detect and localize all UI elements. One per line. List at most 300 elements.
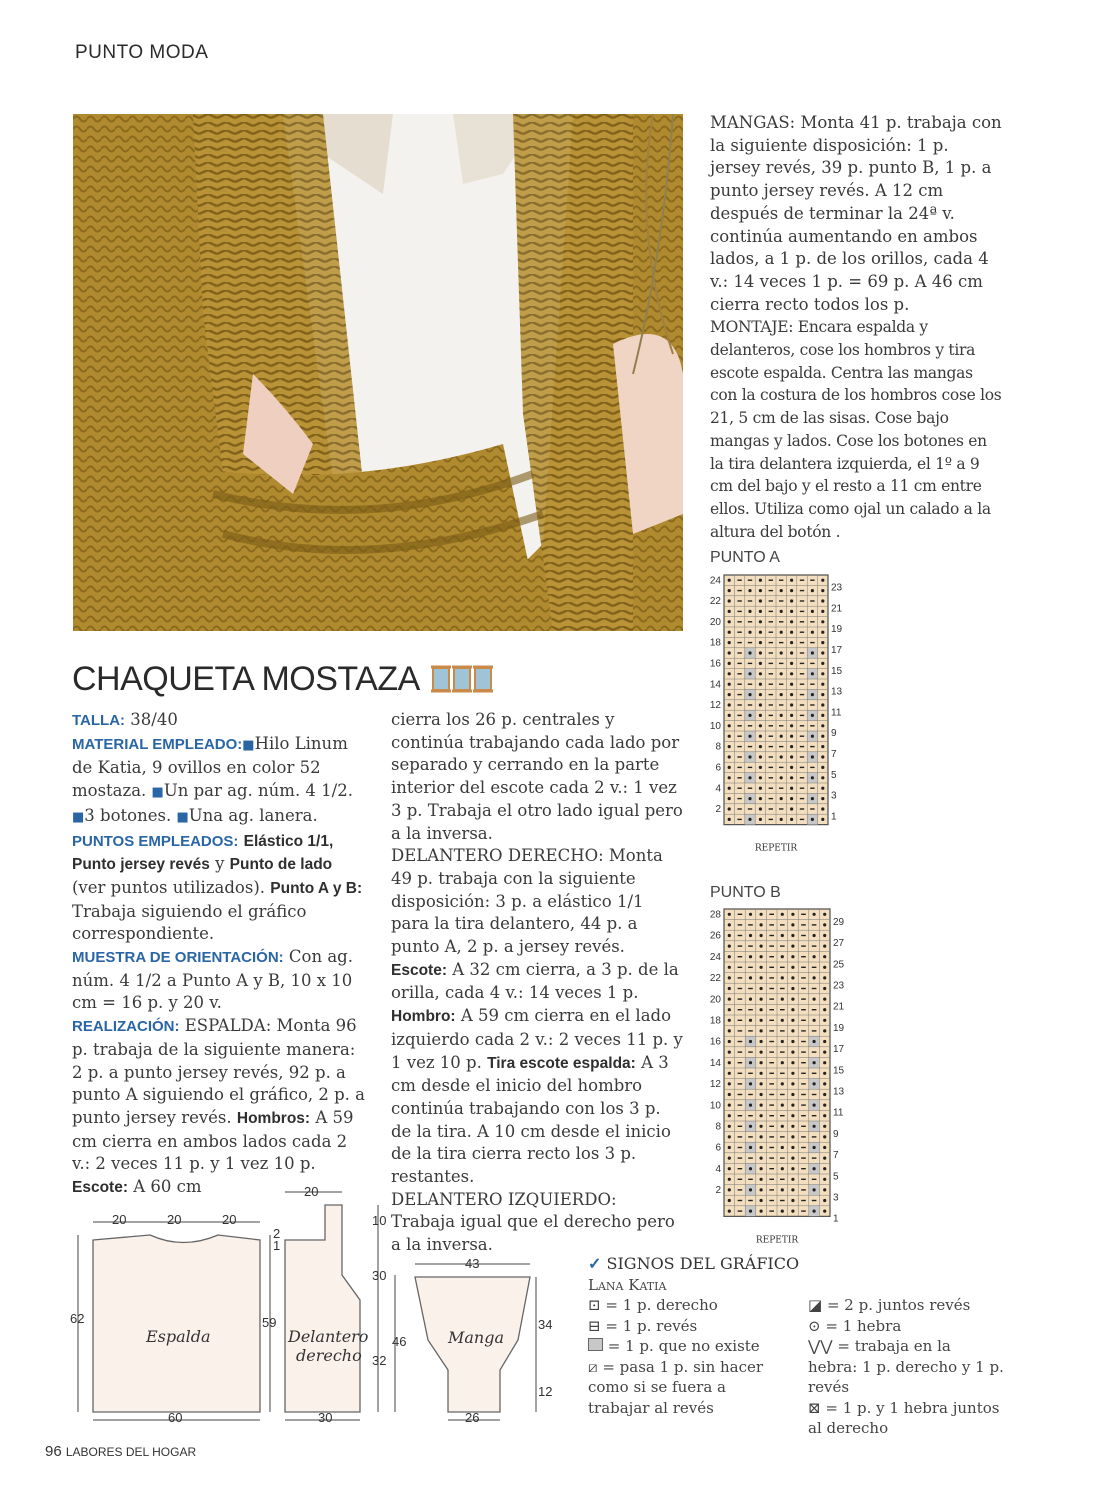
- chart-cell: [728, 1178, 731, 1181]
- chart-cell: [821, 693, 824, 696]
- chart-cell: [728, 1188, 731, 1191]
- chart-cell: [791, 1210, 794, 1213]
- chart-cell: [791, 1072, 794, 1075]
- row-number-right: 21: [833, 1001, 845, 1013]
- chart-cell: [759, 818, 762, 821]
- chart-cell: [745, 1206, 756, 1217]
- chart-cell: [823, 1040, 826, 1043]
- chart-cell: [728, 945, 731, 948]
- magazine-name: LABORES DEL HOGAR: [65, 1445, 197, 1459]
- chart-cell: [780, 755, 783, 758]
- chart-cell: [728, 714, 731, 717]
- row-number-left: 20: [709, 994, 721, 1006]
- chart-cell: [728, 1061, 731, 1064]
- chart-cell: [781, 976, 784, 979]
- chart-cell: [791, 913, 794, 916]
- chart-cell: [760, 1029, 763, 1032]
- chart-cell: [728, 1146, 731, 1149]
- row-number-left: 28: [709, 909, 721, 921]
- chart-cell: [821, 776, 824, 779]
- chart-cell: [760, 1210, 763, 1213]
- row-number-right: 11: [831, 707, 842, 719]
- chart-cell: [728, 797, 731, 800]
- chart-cell: [791, 1188, 794, 1191]
- row-number-left: 2: [715, 804, 721, 816]
- chart-cell: [780, 693, 783, 696]
- chart-cell: [745, 1163, 756, 1174]
- chart-cell: [780, 672, 783, 675]
- legend-right: [808, 1295, 1004, 1439]
- chart-cell: [780, 797, 783, 800]
- chart-cell: [728, 818, 731, 821]
- row-number-left: 18: [709, 637, 721, 649]
- chart-cell: [745, 710, 755, 720]
- dim-12: 12: [538, 1384, 553, 1399]
- chart-cell: [728, 631, 731, 634]
- chart-cell: [823, 934, 826, 937]
- chart-cell: [823, 987, 826, 990]
- dim-60: 60: [168, 1410, 183, 1425]
- chart-cell: [728, 766, 731, 769]
- chart-cell: [790, 714, 793, 717]
- dim-46: 46: [392, 1334, 407, 1349]
- chart-cell: [790, 745, 793, 748]
- repeat-label: REPETIR: [754, 843, 798, 854]
- chart-cell: [759, 641, 762, 644]
- chart-b: [700, 904, 990, 1254]
- chart-cell: [790, 631, 793, 634]
- chart-cell: [821, 579, 824, 582]
- dim-10: 10: [372, 1213, 387, 1228]
- chart-cell: [760, 1135, 763, 1138]
- chart-cell: [821, 662, 824, 665]
- chart-cell: [760, 966, 763, 969]
- left-column: TALLA: 38/40 MATERIAL EMPLEADO:■Hilo Linum de Katia, 9 ovillos en color 52 mostaza. ■Un par ag. núm. 4 1/2. ■3 botones. ■Una ag. lanera. PUNTOS EMPLEADOS: Elástico 1/1, Punto jersey revés y Punto de lado (ver puntos utilizados). Punto A y B: Trabaja siguiendo el gráfico correspondiente. MUESTRA DE ORIENTACIÓN: Con ag. núm. 4 1/2 a Punto A y B, 10 x 10 cm = 16 p. y 20 v. REALIZACIÓN: ESPALDA: Monta 96 p. trabaja de la siguiente manera: 2 p. a punto jersey revés, 92 p. a punto A siguiendo el gráfico, 2 p. a punto jersey revés. Hombros: A 59 cm cierra en ambos lados cada 2 v.: 2 veces 11 p. y 1 vez 10 p. Escote: A 60 cm: [72, 710, 366, 1197]
- chart-cell: [760, 1114, 763, 1117]
- chart-cell: [807, 793, 817, 803]
- chart-cell: [759, 714, 762, 717]
- delantero-izquierdo: DELANTERO IZQUIERDO: Trabaja igual que el derecho pero a la inversa.: [391, 1189, 675, 1255]
- chart-cell: [790, 807, 793, 810]
- chart-cell: [745, 1079, 756, 1090]
- row-number-left: 14: [709, 679, 721, 691]
- row-number-right: 25: [833, 959, 845, 971]
- material-needle-lanera: Una ag. lanera.: [188, 805, 318, 825]
- chart-cell: [728, 1093, 731, 1096]
- chart-cell: [780, 714, 783, 717]
- chart-cell: [813, 934, 816, 937]
- tira-label: Tira escote espalda:: [487, 1054, 636, 1072]
- puntos-y: y: [209, 854, 230, 874]
- chart-cell: [780, 735, 783, 738]
- chart-cell: [728, 807, 731, 810]
- chart-cell: [823, 1125, 826, 1128]
- chart-cell: [821, 703, 824, 706]
- escote-text: A 60 cm: [128, 1177, 202, 1197]
- chart-cell: [790, 599, 793, 602]
- dim-20c: 20: [222, 1212, 237, 1227]
- chart-cell: [759, 620, 762, 623]
- chart-cell: [759, 672, 762, 675]
- chart-cell: [759, 631, 762, 634]
- chart-cell: [760, 1178, 763, 1181]
- chart-cell: [759, 735, 762, 738]
- hombros-text: A 59 cm cierra en ambos lados cada 2 v.: 2 veces 11 p. y 1 vez 10 p.: [72, 1107, 354, 1174]
- row-number-left: 8: [715, 741, 721, 753]
- chart-cell: [728, 1051, 731, 1054]
- chart-cell: [760, 1188, 763, 1191]
- chart-cell: [823, 1178, 826, 1181]
- chart-cell: [791, 976, 794, 979]
- chart-cell: [813, 1019, 816, 1022]
- chart-cell: [823, 1093, 826, 1096]
- chart-cell: [781, 1040, 784, 1043]
- row-number-right: 19: [831, 624, 843, 636]
- chart-cell: [813, 955, 816, 958]
- chart-cell: [728, 998, 731, 1001]
- chart-cell: [728, 923, 731, 926]
- dim-20d: 20: [304, 1184, 319, 1199]
- chart-cell: [807, 752, 817, 762]
- escote-label-2: Escote:: [391, 961, 447, 979]
- row-number-right: 5: [831, 769, 837, 781]
- chart-cell: [760, 1157, 763, 1160]
- chart-cell: [807, 669, 817, 679]
- row-number-right: 13: [833, 1086, 845, 1098]
- chart-cell: [813, 976, 816, 979]
- legend-l1: = 1 p. derecho: [605, 1296, 718, 1314]
- chart-cell: [728, 1210, 731, 1213]
- chart-cell: [821, 797, 824, 800]
- legend-r3: = trabaja en la hebra: 1 p. derecho y 1 p. revés: [808, 1337, 1004, 1396]
- row-number-left: 6: [715, 1142, 721, 1154]
- row-number-left: 12: [709, 1079, 721, 1091]
- page-title: CHAQUETA MOSTAZA: [72, 660, 495, 699]
- row-number-right: 21: [831, 603, 843, 615]
- chart-cell: [823, 1199, 826, 1202]
- chart-cell: [781, 1125, 784, 1128]
- chart-cell: [807, 648, 817, 658]
- chart-cell: [823, 1114, 826, 1117]
- chart-cell: [791, 934, 794, 937]
- row-number-left: 4: [715, 1163, 721, 1175]
- chart-a-title: PUNTO A: [710, 549, 780, 566]
- dim-20a: 20: [112, 1212, 127, 1227]
- chart-cell: [760, 1104, 763, 1107]
- chart-cell: [790, 776, 793, 779]
- chart-b-title: PUNTO B: [710, 884, 781, 901]
- row-number-left: 10: [709, 720, 721, 732]
- realizacion-text: ESPALDA: Monta 96 p. trabaja de la siguiente manera: 2 p. a punto jersey revés, 92 p. a punto A siguiendo el gráfico, 2 p. a punto jersey revés.: [72, 1016, 366, 1127]
- chart-cell: [728, 724, 731, 727]
- muestra-text: Con ag. núm. 4 1/2 a Punto A y B, 10 x 10 cm = 16 p. y 20 v.: [72, 947, 353, 1013]
- dim-30a: 30: [372, 1268, 387, 1283]
- chart-cell: [728, 662, 731, 665]
- row-number-left: 22: [709, 973, 721, 985]
- dim-1: 1: [273, 1238, 281, 1253]
- chart-cell: [781, 1082, 784, 1085]
- chart-cell: [745, 793, 755, 803]
- chart-cell: [760, 913, 763, 916]
- chart-cell: [790, 589, 793, 592]
- chart-cell: [809, 1100, 820, 1111]
- row-number-right: 27: [833, 938, 845, 950]
- chart-cell: [823, 1072, 826, 1075]
- chart-cell: [823, 1061, 826, 1064]
- puntos-label: PUNTOS EMPLEADOS:: [72, 832, 239, 850]
- chart-cell: [791, 1157, 794, 1160]
- chart-cell: [728, 1104, 731, 1107]
- chart-cell: [749, 998, 752, 1001]
- chart-cell: [759, 745, 762, 748]
- chart-cell: [791, 1082, 794, 1085]
- row-number-right: 1: [831, 811, 837, 823]
- chart-cell: [791, 1051, 794, 1054]
- chart-cell: [790, 683, 793, 686]
- slip-icon: ⧄: [588, 1357, 598, 1376]
- row-number-left: 12: [709, 700, 721, 712]
- puntos-ab: Punto A y B:: [270, 879, 363, 897]
- chart-cell: [813, 998, 816, 1001]
- chart-cell: [759, 807, 762, 810]
- talla-value: 38/40: [130, 710, 178, 729]
- chart-cell: [728, 913, 731, 916]
- chart-cell: [759, 662, 762, 665]
- chart-cell: [745, 648, 755, 658]
- row-number-right: 7: [833, 1150, 839, 1162]
- chart-cell: [811, 589, 814, 592]
- dim-59: 59: [262, 1315, 277, 1330]
- dim-34: 34: [538, 1317, 553, 1332]
- row-number-right: 23: [833, 980, 845, 992]
- chart-cell: [791, 987, 794, 990]
- chart-cell: [728, 1019, 731, 1022]
- chart-cell: [759, 755, 762, 758]
- chart-cell: [791, 1061, 794, 1064]
- dim-43: 43: [465, 1256, 480, 1271]
- hombro-text: A 59 cm cierra en el lado izquierdo cada 2 v.: 2 veces 11 p. y 1 vez 10 p.: [391, 1006, 683, 1072]
- chart-cell: [759, 787, 762, 790]
- chart-cell: [790, 693, 793, 696]
- chart-cell: [823, 1167, 826, 1170]
- dim-32: 32: [372, 1353, 387, 1368]
- puntos-elastico: Elástico 1/1,: [243, 832, 334, 850]
- chart-cell: [748, 610, 751, 613]
- chart-cell: [728, 672, 731, 675]
- chart-cell: [781, 955, 784, 958]
- chart-cell: [760, 1082, 763, 1085]
- chart-cell: [823, 998, 826, 1001]
- chart-a: [700, 570, 990, 870]
- chart-cell: [760, 1125, 763, 1128]
- chart-cell: [821, 714, 824, 717]
- chart-cell: [791, 1019, 794, 1022]
- puntos-trabaja: Trabaja siguiendo el gráfico correspondiente.: [72, 901, 307, 944]
- chart-cell: [760, 1093, 763, 1096]
- chart-cell: [759, 610, 762, 613]
- chart-cell: [821, 787, 824, 790]
- chart-cell: [760, 923, 763, 926]
- chart-cell: [791, 1167, 794, 1170]
- chart-cell: [821, 620, 824, 623]
- row-number-left: 24: [709, 951, 721, 963]
- cardigan-photo: [73, 114, 683, 631]
- dim-26: 26: [465, 1410, 480, 1425]
- dim-2: 2: [273, 1226, 281, 1241]
- chart-cell: [759, 589, 762, 592]
- chart-cell: [781, 1188, 784, 1191]
- row-number-right: 19: [833, 1022, 845, 1034]
- chart-cell: [759, 651, 762, 654]
- chart-cell: [759, 599, 762, 602]
- chart-cell: [728, 1157, 731, 1160]
- chart-cell: [821, 599, 824, 602]
- chart-cell: [745, 689, 755, 699]
- row-number-left: 2: [715, 1185, 721, 1197]
- row-number-right: 13: [831, 686, 843, 698]
- chart-cell: [728, 755, 731, 758]
- chart-cell: [821, 610, 824, 613]
- chart-cell: [780, 610, 783, 613]
- row-number-right: 29: [833, 916, 845, 928]
- chart-cell: [745, 773, 755, 783]
- chart-cell: [728, 610, 731, 613]
- chart-cell: [821, 641, 824, 644]
- chart-cell: [791, 998, 794, 1001]
- chart-cell: [728, 579, 731, 582]
- chart-cell: [790, 610, 793, 613]
- k-yo-tog-icon: ⊠: [808, 1398, 821, 1417]
- chart-cell: [823, 1082, 826, 1085]
- chart-cell: [748, 589, 751, 592]
- chart-cell: [791, 1093, 794, 1096]
- chart-cell: [807, 773, 817, 783]
- row-number-left: 4: [715, 783, 721, 795]
- chart-cell: [781, 1061, 784, 1064]
- chart-cell: [821, 651, 824, 654]
- chart-cell: [728, 934, 731, 937]
- chart-cell: [821, 672, 824, 675]
- row-number-left: 24: [709, 575, 721, 587]
- row-number-right: 3: [831, 790, 837, 802]
- realizacion-label: REALIZACIÓN:: [72, 1018, 180, 1036]
- legend-r4: = 1 p. y 1 hebra juntos al derecho: [808, 1398, 1000, 1437]
- p2tog-icon: ◪: [808, 1296, 823, 1314]
- chart-cell: [823, 1029, 826, 1032]
- row-number-right: 7: [831, 749, 837, 760]
- chart-cell: [728, 1072, 731, 1075]
- row-number-left: 14: [709, 1057, 721, 1069]
- chart-cell: [728, 1199, 731, 1202]
- chart-cell: [791, 1125, 794, 1128]
- chart-cell: [781, 1167, 784, 1170]
- chart-cell: [728, 735, 731, 738]
- legend-title: ✓ SIGNOS DEL GRÁFICO: [588, 1254, 800, 1273]
- chart-cell: [823, 1135, 826, 1138]
- chart-cell: [749, 934, 752, 937]
- chart-cell: [728, 1082, 731, 1085]
- knit-icon: ⊡: [588, 1296, 601, 1314]
- row-number-left: 26: [709, 930, 721, 942]
- chart-cell: [728, 651, 731, 654]
- middle-column: [391, 709, 683, 1257]
- chart-cell: [728, 1114, 731, 1117]
- row-number-left: 8: [715, 1121, 721, 1133]
- espalda-label: Espalda: [146, 1327, 211, 1346]
- chart-cell: [728, 976, 731, 979]
- chart-cell: [780, 818, 783, 821]
- chart-cell: [745, 731, 755, 741]
- delantero-shape: [285, 1205, 360, 1412]
- legend-l3: = 1 p. que no existe: [607, 1337, 760, 1355]
- chart-cell: [759, 724, 762, 727]
- chart-cell: [745, 669, 755, 679]
- dim-20b: 20: [167, 1212, 182, 1227]
- material-label: MATERIAL EMPLEADO:: [72, 735, 243, 753]
- chart-cell: [745, 1036, 756, 1047]
- chart-cell: [807, 731, 817, 741]
- chart-cell: [728, 745, 731, 748]
- chart-cell: [760, 987, 763, 990]
- legend-l4: = pasa 1 p. sin hacer como si se fuera a trabajar al revés: [588, 1357, 764, 1417]
- chart-cell: [748, 631, 751, 634]
- chart-cell: [791, 1040, 794, 1043]
- chart-cell: [780, 776, 783, 779]
- chart-cell: [728, 987, 731, 990]
- chart-cell: [791, 1135, 794, 1138]
- chart-cell: [790, 755, 793, 758]
- chart-cell: [821, 724, 824, 727]
- chart-cell: [791, 966, 794, 969]
- chart-cell: [813, 913, 816, 916]
- chart-cell: [823, 1146, 826, 1149]
- delantero-label-1: Delantero: [288, 1327, 369, 1346]
- chart-cell: [749, 1019, 752, 1022]
- chart-cell: [823, 1188, 826, 1191]
- chart-cell: [781, 998, 784, 1001]
- chart-cell: [821, 589, 824, 592]
- chart-cell: [728, 599, 731, 602]
- chart-cell: [728, 1008, 731, 1011]
- chart-cell: [823, 976, 826, 979]
- chart-cell: [728, 966, 731, 969]
- chart-cell: [728, 589, 731, 592]
- chart-cell: [760, 1040, 763, 1043]
- chart-cell: [790, 641, 793, 644]
- chart-cell: [728, 641, 731, 644]
- chart-cell: [781, 1019, 784, 1022]
- chart-cell: [760, 1072, 763, 1075]
- chart-cell: [823, 1008, 826, 1011]
- chart-cell: [760, 998, 763, 1001]
- chart-cell: [790, 579, 793, 582]
- chart-cell: [791, 955, 794, 958]
- chart-cell: [760, 1019, 763, 1022]
- chart-cell: [749, 913, 752, 916]
- row-number-left: 20: [709, 616, 721, 628]
- chart-cell: [790, 766, 793, 769]
- chart-cell: [759, 579, 762, 582]
- row-number-right: 9: [833, 1128, 839, 1140]
- chart-cell: [728, 1135, 731, 1138]
- chart-cell: [807, 689, 817, 699]
- chart-cell: [759, 797, 762, 800]
- chart-cell: [745, 1142, 756, 1153]
- chart-cell: [809, 1163, 820, 1174]
- espalda-cont: cierra los 26 p. centrales y continúa trabajando cada lado por separado y cerrando en la parte interior del escote cada 2 v.: 1 vez 3 p. Trabaja el otro lado igual pero a la inversa.: [391, 710, 683, 843]
- chart-cell: [791, 1146, 794, 1149]
- row-number-right: 9: [831, 728, 837, 740]
